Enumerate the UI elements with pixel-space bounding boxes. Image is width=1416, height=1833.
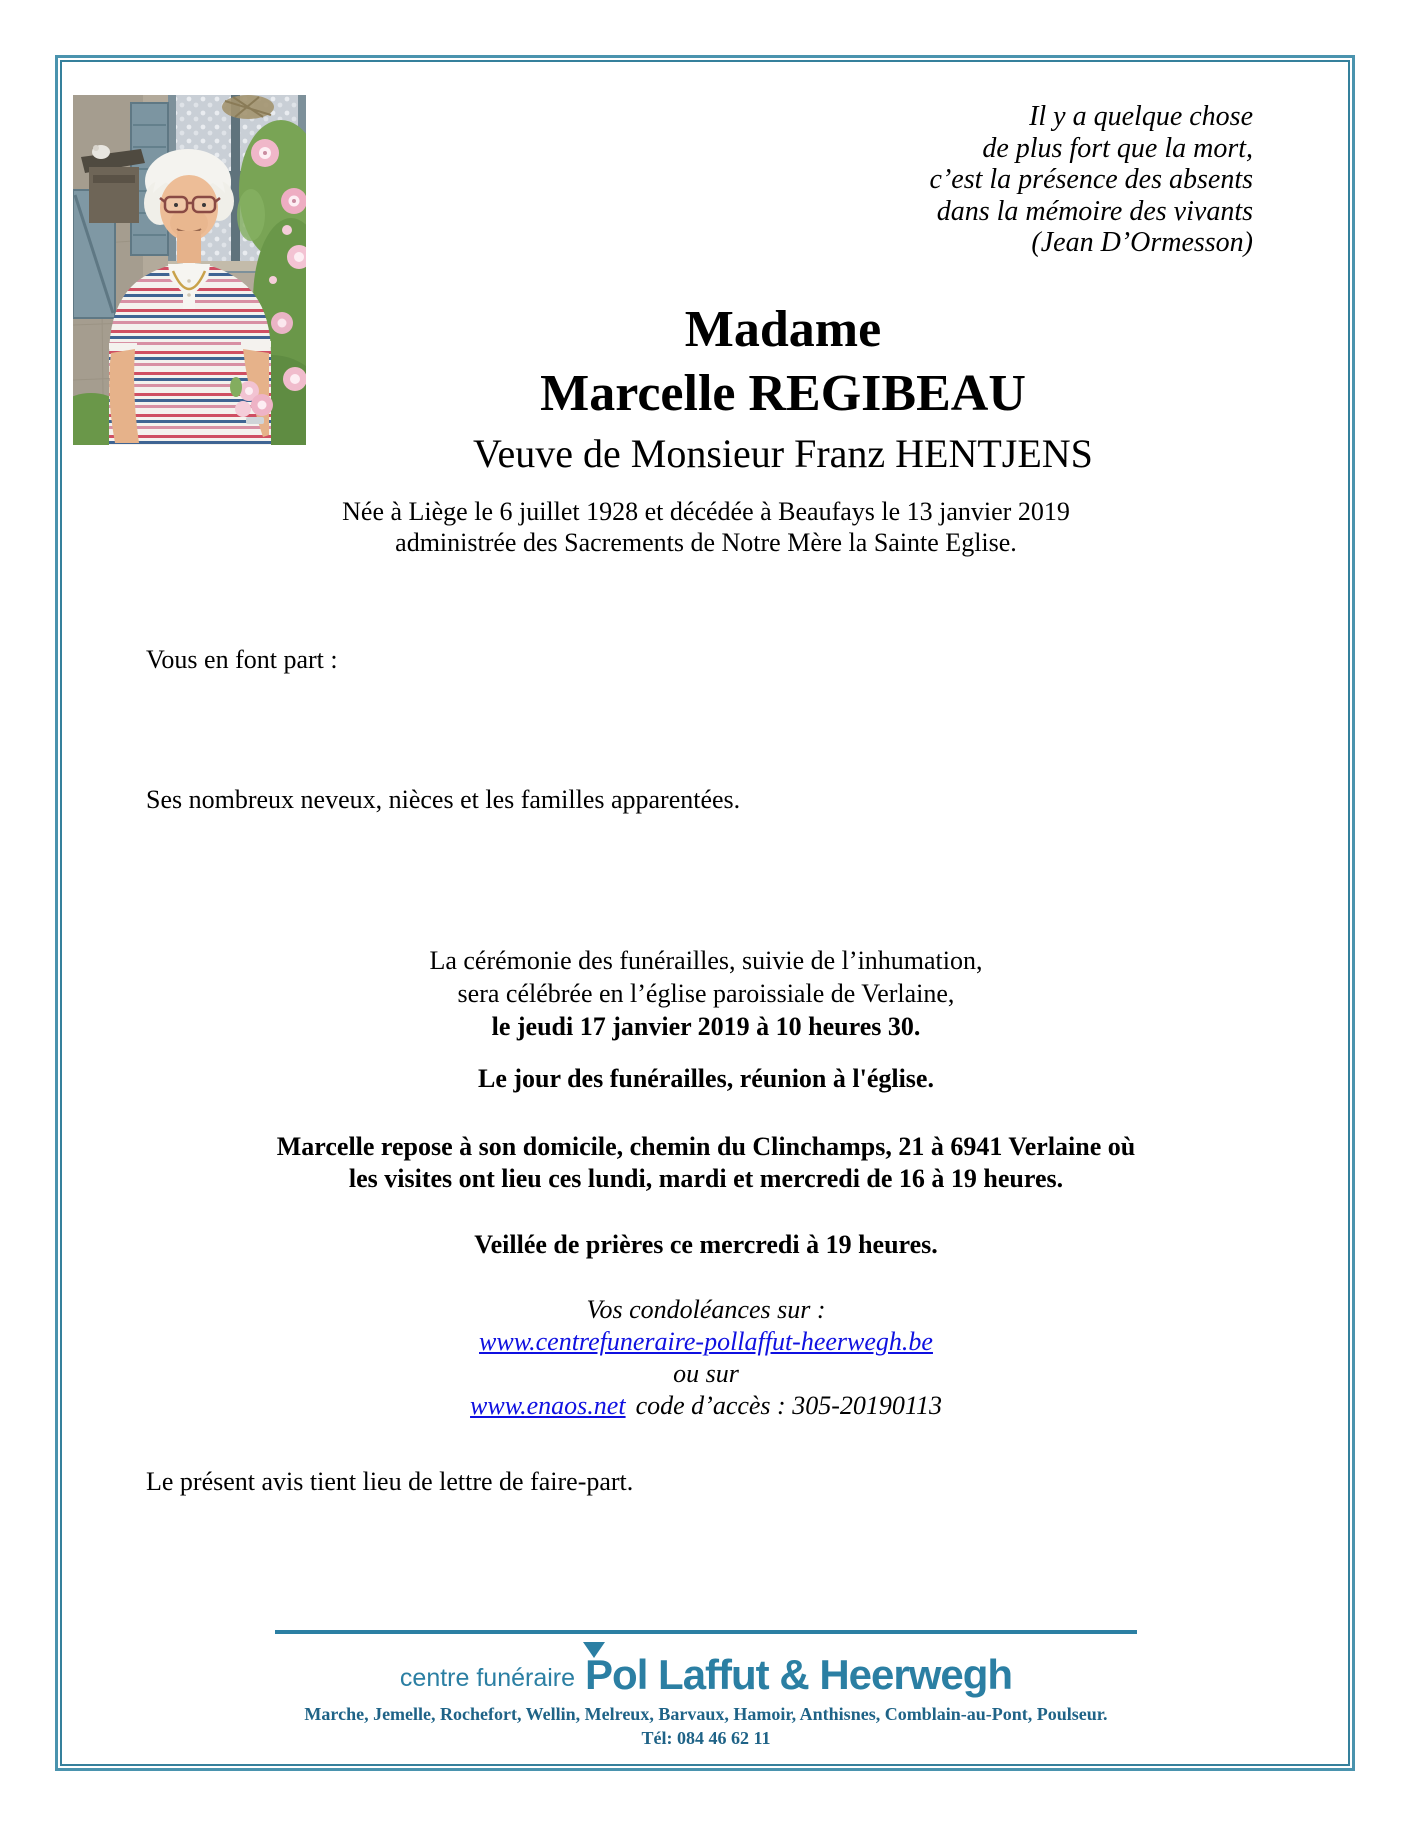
birth-death-block (73, 496, 1339, 558)
deceased-name: Marcelle REGIBEAU (540, 365, 1026, 422)
access-code: code d’accès : 305-20190113 (635, 1391, 942, 1420)
ceremony-line-1: La cérémonie des funérailles, suivie de l’inhumation, (429, 946, 983, 975)
condolences-intro: Vos condoléances sur : (586, 1295, 826, 1324)
veillee-line: Veillée de prières ce mercredi à 19 heures. (474, 1230, 938, 1259)
ceremony-date-line: le jeudi 17 janvier 2019 à 10 heures 30. (491, 1012, 921, 1041)
faire-part-notice: Le présent avis tient lieu de lettre de faire-part. (146, 1467, 634, 1496)
photo-hanging-bouquet (222, 95, 274, 119)
repose-block (73, 1131, 1339, 1195)
condolences-ou-sur: ou sur (673, 1359, 739, 1388)
announcement-intro: Vous en font part : (146, 645, 338, 674)
quote-line-3: c’est la présence des absents (929, 164, 1253, 195)
photo-letterbox (81, 145, 145, 223)
announcement-family: Ses nombreux neveux, nièces et les familles apparentées. (146, 785, 741, 814)
ceremony-block (73, 944, 1339, 1043)
funeral-home-logo (73, 1651, 1339, 1698)
deceased-title: Madame (684, 301, 882, 358)
birth-death-line-1: Née à Liège le 6 juillet 1928 et décédée à Beaufays le 13 janvier 2019 (342, 497, 1070, 526)
quote-line-4: dans la mémoire des vivants (936, 195, 1253, 227)
widow-line: Veuve de Monsieur Franz HENTJENS (473, 431, 1093, 476)
footer-locations: Marche, Jemelle, Rochefort, Wellin, Melreux, Barvaux, Hamoir, Anthisnes, Comblain-au-Pont, Poulseur. (304, 1704, 1108, 1724)
deceased-title-block (181, 298, 1385, 482)
logo-name: Pol Laffut & Heerwegh (585, 1651, 1013, 1698)
reunion-line: Le jour des funérailles, réunion à l'église. (478, 1064, 934, 1093)
quote-line-1: Il y a quelque chose (1029, 101, 1253, 132)
logo-prefix: centre funéraire (399, 1664, 576, 1692)
footer-divider (275, 1630, 1137, 1634)
memorial-quote (930, 101, 1253, 259)
quote-line-2: de plus fort que la mort, (982, 132, 1253, 164)
footer-phone: Tél: 084 46 62 11 (641, 1728, 771, 1748)
quote-author: (Jean D’Ormesson) (1031, 227, 1253, 258)
logo-name-wrap (585, 1651, 1013, 1698)
repose-line-2: les visites ont lieu ces lundi, mardi et mercredi de 16 à 19 heures. (348, 1164, 1064, 1193)
condolences-enaos-link[interactable]: www.enaos.net (470, 1391, 626, 1420)
ceremony-line-2: sera célébrée en l’église paroissiale de Verlaine, (457, 979, 955, 1008)
birth-death-line-2: administrée des Sacrements de Notre Mère la Sainte Eglise. (395, 528, 1017, 557)
condolences-funeraire-link[interactable]: www.centrefuneraire-pollaffut-heerwegh.be (479, 1327, 933, 1356)
repose-line-1: Marcelle repose à son domicile, chemin du Clinchamps, 21 à 6941 Verlaine où (276, 1132, 1136, 1161)
condolences-block (73, 1294, 1339, 1422)
logo-triangle-icon (583, 1642, 605, 1658)
